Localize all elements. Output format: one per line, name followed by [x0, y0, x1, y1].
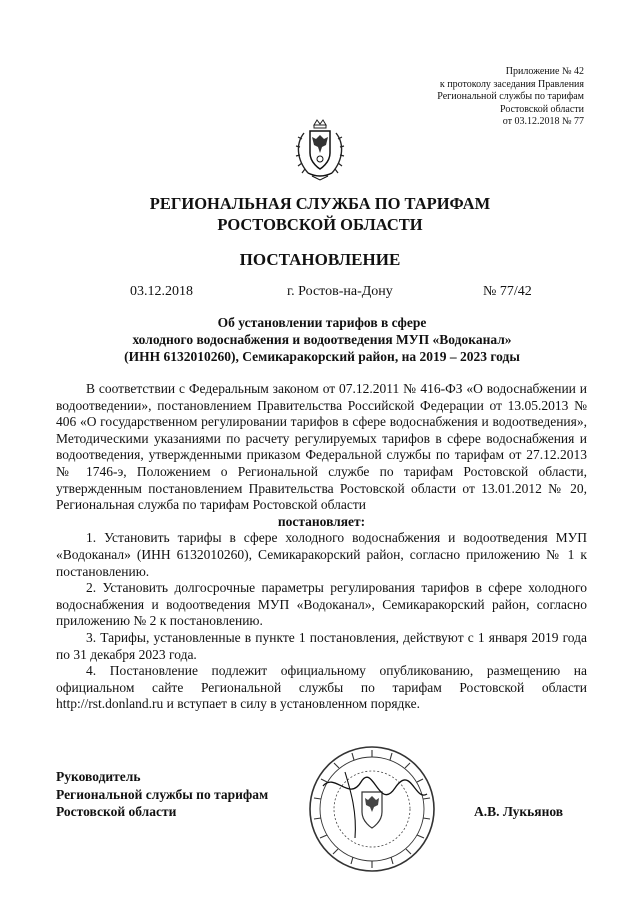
decree-item: 3. Тарифы, установленные в пункте 1 постановления, действуют с 1 января 2019 года по 31 декабря 2023 года.: [56, 629, 587, 662]
document-date: 03.12.2018: [130, 284, 193, 299]
official-seal-icon: [305, 742, 439, 876]
organization-line: РОСТОВСКОЙ ОБЛАСТИ: [217, 215, 423, 234]
decree-item: 1. Установить тарифы в сфере холодного водоснабжения и водоотведения МУП «Водоканал» (ИНН 6132010260), Семикаракорский район, согласно приложению № 1 к постановлению.: [56, 530, 587, 579]
decree-item: 2. Установить долгосрочные параметры регулирования тарифов в сфере холодного водоснабжения и водоотведения МУП «Водоканал», Семикаракорский район, согласно приложению № 2 к постановлению.: [56, 580, 587, 629]
signer-name: А.В. Лукьянов: [474, 804, 564, 819]
signer-title: Руководитель: [56, 769, 141, 784]
appendix-line: к протоколу заседания Правления: [439, 78, 584, 90]
appendix-line: от 03.12.2018 № 77: [502, 116, 584, 128]
coat-of-arms-icon: [290, 119, 350, 181]
subject-line: холодного водоснабжения и водоотведения МУП «Водоканал»: [132, 332, 512, 347]
organization-line: РЕГИОНАЛЬНАЯ СЛУЖБА ПО ТАРИФАМ: [149, 194, 491, 213]
document-body: [56, 381, 587, 713]
document-subject: [60, 314, 584, 365]
preamble-paragraph: В соответствии с Федеральным законом от 07.12.2011 № 416-ФЗ «О водоснабжении и водоотведении», постановлением Правительства Российской Федерации от 13.05.2013 № 406 «О государственном регулировании тарифов в сфере водоснабжения и водоотведения», Методическими указаниями по расчету регулируемых тарифов в сфере водоснабжения и водоотведения, утвержденными приказом Федеральной службы по тарифам от 27.12.2013 № 1746-э, Положением о Региональной службе по тарифам Ростовской области, утвержденным постановлением Правительства Ростовской области от 13.01.2012 № 20, Региональная служба по тарифам Ростовской области: [56, 381, 587, 513]
organization-name: [0, 193, 640, 235]
appendix-note: [437, 66, 584, 129]
decree-item: 4. Постановление подлежит официальному опубликованию, размещению на официальном сайте Региональной службы по тарифам Ростовской области http://rst.donland.ru и вступает в силу в установленном порядке.: [56, 663, 587, 712]
signer-title: Ростовской области: [56, 804, 177, 819]
signer-title: Региональной службы по тарифам: [56, 786, 269, 802]
appendix-line: Приложение № 42: [505, 66, 584, 77]
appendix-line: Ростовской области: [500, 103, 584, 115]
document-city: г. Ростов-на-Дону: [287, 284, 393, 299]
signature-block: [56, 768, 268, 821]
subject-line: (ИНН 6132010260), Семикаракорский район, на 2019 – 2023 годы: [124, 349, 520, 364]
subject-line: Об установлении тарифов в сфере: [217, 315, 427, 330]
decree-word: постановляет:: [277, 513, 366, 529]
appendix-line: Региональной службы по тарифам: [437, 91, 584, 103]
document-number: № 77/42: [483, 284, 532, 299]
document-type: ПОСТАНОВЛЕНИЕ: [239, 250, 401, 269]
